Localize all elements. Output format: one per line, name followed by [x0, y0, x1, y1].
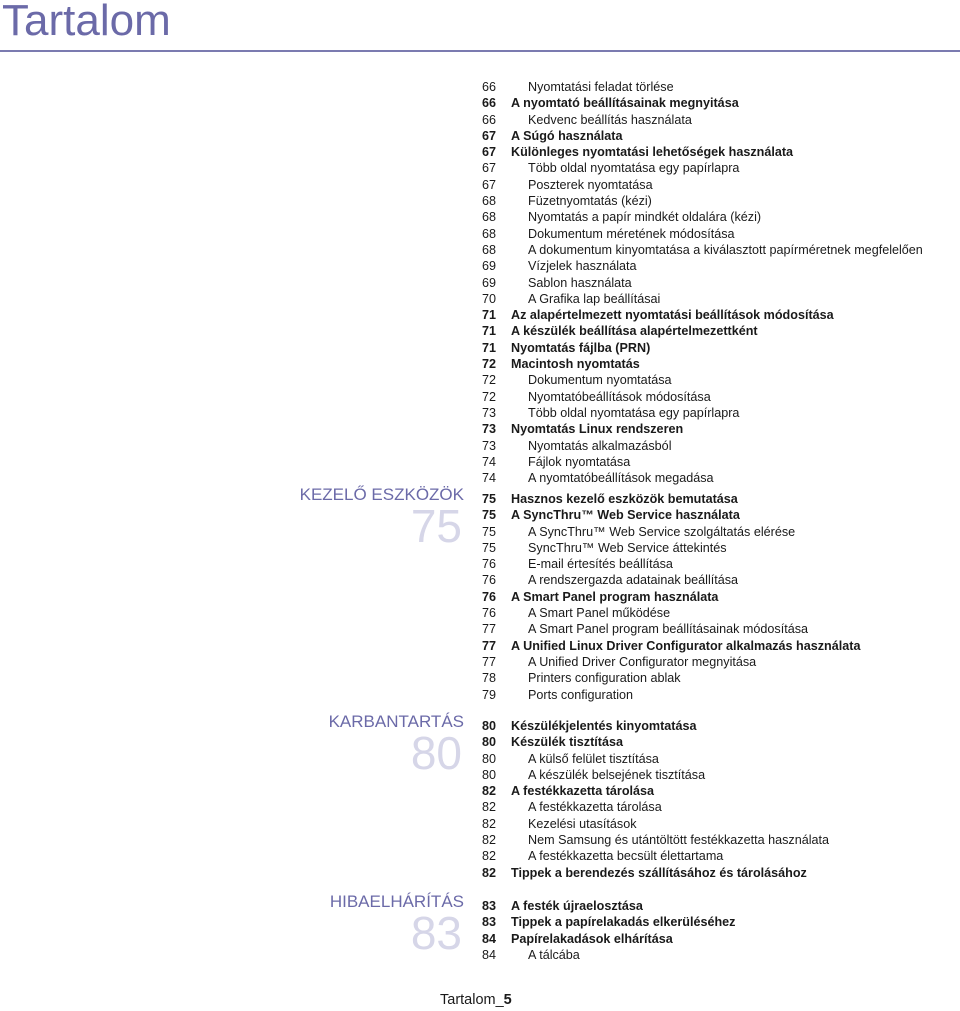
- toc-entry-title: A festékkazetta becsült élettartama: [528, 849, 724, 864]
- toc-entry[interactable]: [476, 621, 960, 637]
- toc-entry-title: A készülék beállítása alapértelmezettként: [511, 324, 758, 339]
- toc-page-number: 77: [481, 622, 496, 637]
- toc-entry[interactable]: [476, 291, 960, 307]
- toc-entry-title: Vízjelek használata: [528, 259, 637, 274]
- toc-page-number: 84: [481, 947, 496, 962]
- section-title: KEZELŐ ESZKÖZÖK: [299, 485, 464, 504]
- toc-entry-title: Nyomtatóbeállítások módosítása: [528, 389, 711, 404]
- toc-entry[interactable]: [476, 95, 960, 111]
- toc-entry[interactable]: [476, 491, 960, 507]
- toc-page-number: 82: [481, 816, 496, 831]
- toc-entry[interactable]: [476, 947, 960, 963]
- toc-entry[interactable]: [476, 79, 960, 95]
- toc-entry-title: Az alapértelmezett nyomtatási beállítások módosítása: [511, 308, 834, 323]
- toc-entry[interactable]: [476, 556, 960, 572]
- section-title: KARBANTARTÁS: [328, 712, 464, 731]
- toc-entry[interactable]: [476, 638, 960, 654]
- toc-page-number: 82: [481, 800, 496, 815]
- toc-entry-title: A Unified Driver Configurator megnyitása: [528, 654, 757, 669]
- section-page-number: 83: [410, 907, 462, 959]
- toc-entry[interactable]: [476, 209, 960, 225]
- toc-page-number: 73: [481, 405, 496, 420]
- toc-page-number: 84: [481, 931, 496, 946]
- toc-page-number: 82: [481, 833, 496, 848]
- toc-entry-title: Fájlok nyomtatása: [528, 454, 631, 469]
- toc-entry[interactable]: [476, 718, 960, 734]
- toc-entry[interactable]: [476, 865, 960, 881]
- toc-page-number: 79: [481, 687, 496, 702]
- toc-entry[interactable]: [476, 540, 960, 556]
- toc-entry-title: Tippek a papírelakadás elkerüléséhez: [511, 915, 736, 930]
- toc-entry[interactable]: [476, 405, 960, 421]
- toc-entry-title: A Smart Panel program használata: [511, 589, 719, 604]
- toc-page-number: 67: [481, 161, 496, 176]
- toc-entry-title: Kedvenc beállítás használata: [528, 112, 692, 127]
- toc-entry[interactable]: [476, 438, 960, 454]
- toc-entry-title: Füzetnyomtatás (kézi): [528, 194, 652, 209]
- toc-entry[interactable]: [476, 572, 960, 588]
- toc-page-number: 80: [481, 751, 496, 766]
- toc-entry[interactable]: [476, 307, 960, 323]
- toc-entry-title: A Grafika lap beállításai: [528, 291, 661, 306]
- toc-entry-title: Kezelési utasítások: [528, 816, 637, 831]
- toc-page-number: 67: [481, 177, 496, 192]
- section-heading: [328, 712, 464, 779]
- toc-entry[interactable]: [476, 242, 960, 258]
- toc-page-number: 82: [481, 865, 496, 880]
- toc-entry-title: Nem Samsung és utántöltött festékkazetta használata: [528, 833, 830, 848]
- toc-page-number: 72: [481, 389, 496, 404]
- toc-entry-title: A dokumentum kinyomtatása a kiválasztott papírméretnek megfelelően: [528, 242, 923, 257]
- page-footer: [440, 992, 512, 1008]
- toc-entry[interactable]: [476, 128, 960, 144]
- toc-group: [476, 898, 960, 963]
- toc-page-number: 69: [481, 259, 496, 274]
- toc-entry[interactable]: [476, 914, 960, 930]
- toc-entry-title: E-mail értesítés beállítása: [528, 557, 673, 572]
- toc-page-number: 78: [481, 671, 496, 686]
- toc-entry[interactable]: [476, 144, 960, 160]
- section-heading: [299, 485, 464, 552]
- section-page-number: 75: [410, 500, 462, 552]
- toc-entry-title: Hasznos kezelő eszközök bemutatása: [511, 492, 738, 506]
- toc-page-number: 82: [481, 784, 496, 799]
- toc-entry-title: A nyomtató beállításainak megnyitása: [511, 96, 739, 111]
- toc-entry[interactable]: [476, 898, 960, 914]
- toc-page-number: 77: [481, 638, 496, 653]
- toc-entry-title: Nyomtatási feladat törlése: [528, 80, 674, 94]
- toc-entry-title: A Smart Panel működése: [528, 606, 671, 621]
- toc-entry[interactable]: [476, 767, 960, 783]
- toc-entry[interactable]: [476, 832, 960, 848]
- toc-entry[interactable]: [476, 340, 960, 356]
- toc-entry[interactable]: [476, 751, 960, 767]
- toc-page-number: 80: [481, 767, 496, 782]
- toc-page-number: 70: [481, 291, 496, 306]
- toc-entry-title: Dokumentum méretének módosítása: [528, 226, 735, 241]
- toc-entry[interactable]: [476, 454, 960, 470]
- toc-entry-title: A SyncThru™ Web Service szolgáltatás elérése: [528, 524, 796, 539]
- title-divider: [0, 50, 960, 52]
- toc-page-number: 67: [481, 128, 496, 143]
- toc-entry[interactable]: [476, 507, 960, 523]
- toc-entry[interactable]: [476, 783, 960, 799]
- toc-page-number: 71: [481, 324, 496, 339]
- toc-entry-title: A festékkazetta tárolása: [511, 784, 655, 799]
- toc-entry[interactable]: [476, 421, 960, 437]
- toc-entry-title: A nyomtatóbeállítások megadása: [528, 471, 714, 486]
- footer-page-number: 5: [503, 992, 512, 1008]
- toc-entry[interactable]: [476, 931, 960, 947]
- toc-entry[interactable]: [476, 177, 960, 193]
- toc-page-number: 74: [481, 471, 496, 486]
- toc-entry-title: A tálcába: [528, 947, 580, 962]
- toc-entry[interactable]: [476, 389, 960, 405]
- toc-entry[interactable]: [476, 605, 960, 621]
- toc-entry-title: Nyomtatás a papír mindkét oldalára (kézi): [528, 210, 762, 225]
- toc-entry[interactable]: [476, 524, 960, 540]
- toc-page-number: 66: [481, 112, 496, 127]
- toc-entry-title: Ports configuration: [528, 687, 634, 702]
- toc-entry[interactable]: [476, 799, 960, 815]
- toc-page-number: 72: [481, 373, 496, 388]
- toc-page-number: 75: [481, 524, 496, 539]
- toc-page-number: 76: [481, 589, 496, 604]
- toc-entry-title: Papírelakadások elhárítása: [511, 931, 673, 946]
- toc-entry[interactable]: [476, 372, 960, 388]
- toc-entry[interactable]: [476, 470, 960, 486]
- toc-entry-title: Nyomtatás Linux rendszeren: [511, 422, 684, 437]
- toc-entry-title: A Unified Linux Driver Configurator alkalmazás használata: [511, 638, 861, 653]
- toc-entry-title: A Smart Panel program beállításainak módosítása: [528, 622, 809, 637]
- footer-label: Tartalom_: [440, 992, 504, 1008]
- toc-page-number: 71: [481, 308, 496, 323]
- toc-entry[interactable]: [476, 589, 960, 605]
- toc-page-number: 72: [481, 357, 496, 372]
- toc-page-number: 77: [481, 654, 496, 669]
- toc-page-number: 73: [481, 438, 496, 453]
- toc-group: [476, 491, 960, 703]
- toc-entry-title: Poszterek nyomtatása: [528, 177, 653, 192]
- toc-entry-title: A SyncThru™ Web Service használata: [511, 508, 740, 523]
- toc-entry[interactable]: [476, 226, 960, 242]
- toc-page-number: 74: [481, 454, 496, 469]
- toc-page-number: 71: [481, 340, 496, 355]
- toc-entry-title: A készülék belsejének tisztítása: [528, 767, 706, 782]
- toc-page-number: 76: [481, 557, 496, 572]
- toc-entry[interactable]: [476, 323, 960, 339]
- page-title: Tartalom: [2, 0, 171, 45]
- toc-entry-title: Nyomtatás fájlba (PRN): [511, 340, 651, 355]
- toc-page-number: 75: [481, 508, 496, 523]
- toc-entry[interactable]: [476, 356, 960, 372]
- toc-page-number: 82: [481, 849, 496, 864]
- toc-page-number: 73: [481, 422, 496, 437]
- toc-entry-title: Nyomtatás alkalmazásból: [528, 438, 672, 453]
- toc-entry-title: A festékkazetta tárolása: [528, 800, 662, 815]
- toc-entry[interactable]: [476, 193, 960, 209]
- toc-page-number: 80: [481, 719, 496, 733]
- toc-entry-title: Printers configuration ablak: [528, 671, 681, 686]
- toc-page-number: 68: [481, 194, 496, 209]
- toc-entry-title: Több oldal nyomtatása egy papírlapra: [528, 405, 740, 420]
- toc-entry-title: A rendszergazda adatainak beállítása: [528, 573, 739, 588]
- toc-entry[interactable]: [476, 687, 960, 703]
- toc-page-number: 75: [481, 540, 496, 555]
- toc-page-number: 83: [481, 915, 496, 930]
- toc-page-number: 67: [481, 145, 496, 160]
- toc-page-number: 83: [481, 899, 496, 913]
- toc-entry[interactable]: [476, 112, 960, 128]
- section-page-number: 80: [410, 727, 462, 779]
- toc-entry[interactable]: [476, 160, 960, 176]
- toc-entry-title: A festék újraelosztása: [511, 899, 643, 913]
- toc-entry[interactable]: [476, 848, 960, 864]
- toc-page-number: 76: [481, 606, 496, 621]
- toc-entry[interactable]: [476, 275, 960, 291]
- toc-page-number: 80: [481, 735, 496, 750]
- toc-page-number: 75: [481, 492, 496, 506]
- toc-group: [476, 718, 960, 881]
- toc-entry-title: A külső felület tisztítása: [528, 751, 659, 766]
- toc-entry-title: Készülék tisztítása: [511, 735, 623, 750]
- toc-page-number: 76: [481, 573, 496, 588]
- toc-page-number: 69: [481, 275, 496, 290]
- section-title: HIBAELHÁRÍTÁS: [329, 892, 464, 911]
- toc-entry[interactable]: [476, 670, 960, 686]
- toc-entry-title: Macintosh nyomtatás: [511, 357, 640, 372]
- toc-entry-title: Tippek a berendezés szállításához és tárolásához: [511, 865, 807, 880]
- toc-page-number: 68: [481, 226, 496, 241]
- toc-page-number: 68: [481, 242, 496, 257]
- toc-entry-title: Különleges nyomtatási lehetőségek használata: [511, 145, 794, 160]
- toc-page-number: 66: [481, 80, 496, 94]
- section-heading: [329, 892, 464, 959]
- toc-entry-title: Dokumentum nyomtatása: [528, 373, 672, 388]
- toc-page-number: 66: [481, 96, 496, 111]
- toc-entry[interactable]: [476, 734, 960, 750]
- toc-entry[interactable]: [476, 816, 960, 832]
- toc-group: [476, 79, 960, 486]
- toc-entry[interactable]: [476, 654, 960, 670]
- toc-entry-title: Sablon használata: [528, 275, 632, 290]
- toc-page-number: 68: [481, 210, 496, 225]
- toc-entry[interactable]: [476, 258, 960, 274]
- toc-entry-title: Készülékjelentés kinyomtatása: [511, 719, 697, 733]
- toc-entry-title: SyncThru™ Web Service áttekintés: [528, 540, 727, 555]
- toc-entry-title: Több oldal nyomtatása egy papírlapra: [528, 161, 740, 176]
- toc-entry-title: A Súgó használata: [511, 128, 623, 143]
